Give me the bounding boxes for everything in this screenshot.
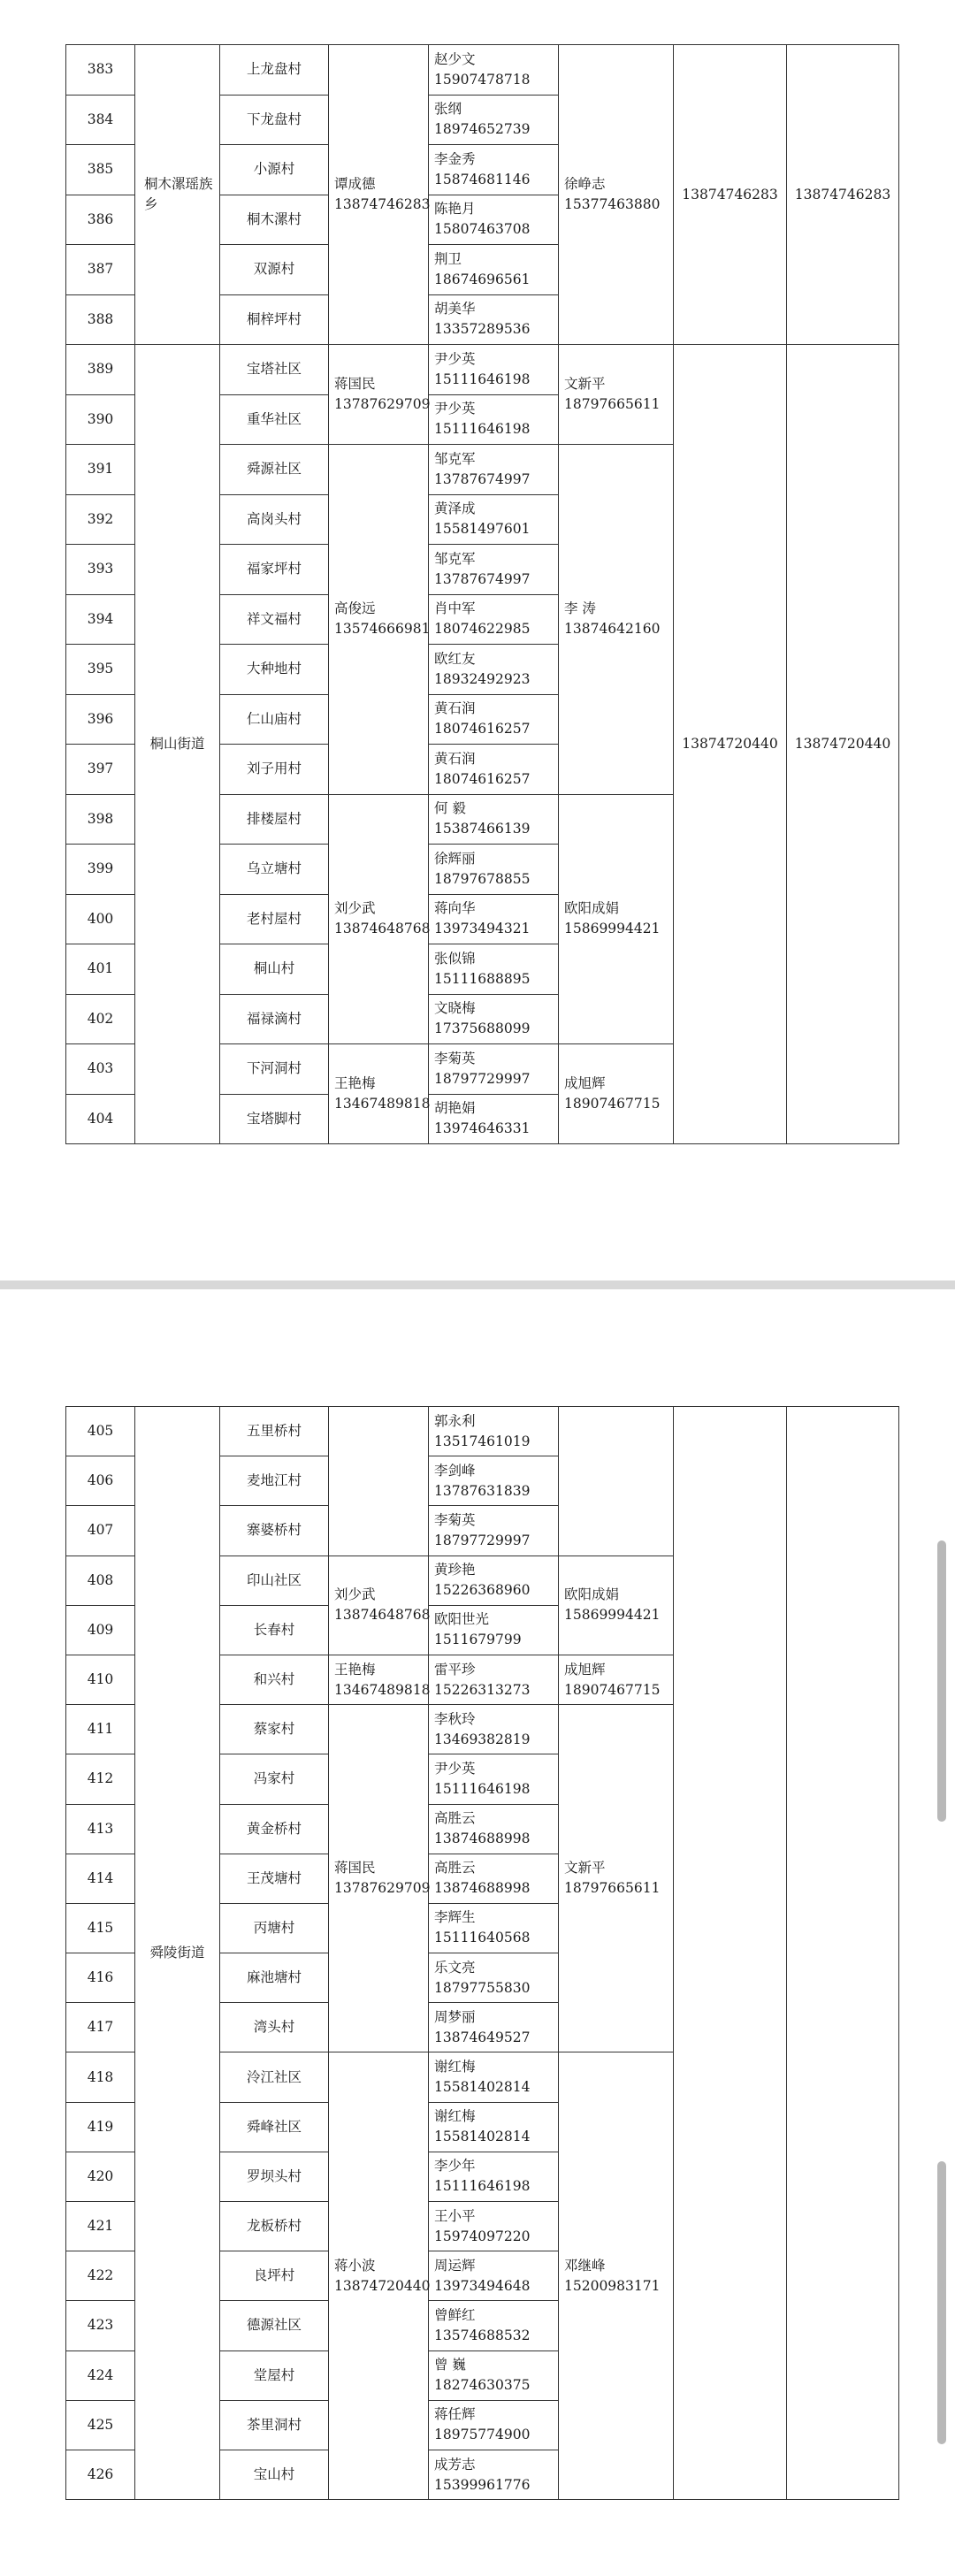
leader-cell-empty <box>329 1407 429 1556</box>
leader-cell <box>329 1705 429 2052</box>
contact-cell <box>429 1044 559 1095</box>
contact-cell <box>429 2152 559 2201</box>
row-number: 405 <box>66 1407 135 1456</box>
row-number: 414 <box>66 1854 135 1903</box>
leader-name: 蒋国民 <box>334 376 376 392</box>
contact-name: 欧红友 <box>434 650 476 667</box>
village-name: 高岗头村 <box>220 494 329 545</box>
hotline-cell: 13874746283 <box>787 45 899 345</box>
contact-cell <box>429 1556 559 1605</box>
contact-phone: 15907478718 <box>434 71 531 88</box>
contact-phone: 15399961776 <box>434 2476 531 2493</box>
contact-phone: 15111646198 <box>434 371 531 387</box>
supervisor-cell-empty <box>559 1407 674 1556</box>
row-number: 395 <box>66 645 135 695</box>
leader-cell <box>329 1556 429 1655</box>
contact-phone: 18797729997 <box>434 1070 531 1087</box>
village-name: 福家坪村 <box>220 545 329 595</box>
supervisor-phone: 15869994421 <box>564 921 661 937</box>
contact-cell <box>429 2351 559 2400</box>
leader-phone: 13874648768 <box>334 921 431 937</box>
town-cell <box>135 1407 220 2500</box>
village-name: 王茂塘村 <box>220 1854 329 1903</box>
contact-name: 邹克军 <box>434 550 476 567</box>
row-number: 388 <box>66 294 135 345</box>
contact-phone: 18674696561 <box>434 271 531 287</box>
row-number: 423 <box>66 2301 135 2351</box>
contact-cell <box>429 2003 559 2052</box>
town-name: 舜陵街道 <box>149 1945 205 1961</box>
village-name: 茶里洞村 <box>220 2400 329 2450</box>
contact-phone: 13874649527 <box>434 2029 531 2045</box>
village-name: 刘子用村 <box>220 745 329 795</box>
village-name: 德源社区 <box>220 2301 329 2351</box>
contact-cell <box>429 2301 559 2351</box>
contact-cell <box>429 1804 559 1854</box>
contact-cell <box>429 645 559 695</box>
row-number: 411 <box>66 1705 135 1754</box>
contact-cell <box>429 845 559 895</box>
village-name: 桐山村 <box>220 944 329 995</box>
leader-cell <box>329 1044 429 1144</box>
leader-name: 刘少武 <box>334 1586 376 1603</box>
contact-phone: 15111640568 <box>434 1930 531 1946</box>
contact-cell <box>429 394 559 445</box>
supervisor-phone: 18797665611 <box>564 396 661 412</box>
contact-name: 邹克军 <box>434 450 476 467</box>
page-1 <box>65 44 898 1144</box>
village-name: 排楼屋村 <box>220 794 329 845</box>
leader-phone: 13874746283 <box>334 196 431 212</box>
contact-name: 李菊英 <box>434 1050 476 1066</box>
row-number: 403 <box>66 1044 135 1095</box>
contact-cell <box>429 594 559 645</box>
contact-name: 谢红梅 <box>434 2108 476 2125</box>
supervisor-name: 徐峥志 <box>564 176 606 192</box>
contact-cell <box>429 545 559 595</box>
row-number: 412 <box>66 1754 135 1804</box>
supervisor-cell <box>559 2052 674 2500</box>
row-number: 409 <box>66 1605 135 1655</box>
contact-name: 尹少英 <box>434 401 476 417</box>
village-name: 小源村 <box>220 145 329 195</box>
row-number: 421 <box>66 2202 135 2251</box>
row-number: 390 <box>66 394 135 445</box>
row-number: 387 <box>66 245 135 295</box>
contact-cell <box>429 1407 559 1456</box>
contact-phone: 15581497601 <box>434 521 531 538</box>
contact-phone: 18797678855 <box>434 870 531 887</box>
row-number: 392 <box>66 494 135 545</box>
hotline-cell: 13874746283 <box>674 45 787 345</box>
village-name: 蔡家村 <box>220 1705 329 1754</box>
leader-cell <box>329 1655 429 1704</box>
contact-name: 蒋向华 <box>434 900 476 917</box>
page-divider <box>0 1280 955 1289</box>
contact-name: 高胜云 <box>434 1860 476 1877</box>
row-number: 425 <box>66 2400 135 2450</box>
row-number: 385 <box>66 145 135 195</box>
contact-cell <box>429 2450 559 2499</box>
contact-name: 李少年 <box>434 2158 476 2175</box>
contact-cell <box>429 1953 559 2003</box>
village-name: 五里桥村 <box>220 1407 329 1456</box>
supervisor-name: 欧阳成娟 <box>564 1586 620 1603</box>
town-name: 桐山街道 <box>149 736 205 752</box>
supervisor-phone: 13874642160 <box>564 621 661 638</box>
supervisor-name: 李 涛 <box>564 600 596 617</box>
contact-name: 张纲 <box>434 101 462 118</box>
contact-phone: 13973494648 <box>434 2277 531 2294</box>
town-cell <box>135 45 220 345</box>
contact-name: 李剑峰 <box>434 1462 476 1479</box>
row-number: 417 <box>66 2003 135 2052</box>
contact-cell <box>429 294 559 345</box>
contact-phone: 13973494321 <box>434 921 531 937</box>
village-name: 长春村 <box>220 1605 329 1655</box>
contact-phone: 15226368960 <box>434 1582 531 1599</box>
contact-cell <box>429 2202 559 2251</box>
row-number: 420 <box>66 2152 135 2201</box>
contact-name: 欧阳世光 <box>434 1611 490 1628</box>
leader-name: 蒋国民 <box>334 1860 376 1877</box>
leader-name: 蒋小波 <box>334 2257 376 2274</box>
contact-cell <box>429 2052 559 2102</box>
contact-cell <box>429 345 559 395</box>
supervisor-phone: 15377463880 <box>564 196 661 212</box>
contact-name: 胡美华 <box>434 301 476 317</box>
contact-name: 文晓梅 <box>434 1000 476 1017</box>
supervisor-phone: 15200983171 <box>564 2277 661 2294</box>
contact-phone: 15111646198 <box>434 2178 531 2195</box>
row-number: 422 <box>66 2251 135 2301</box>
hotline-cell: 13874720440 <box>787 345 899 1144</box>
scrollbar-thumb[interactable] <box>937 1540 946 1822</box>
village-name: 麦地江村 <box>220 1456 329 1506</box>
village-name: 麻池塘村 <box>220 1953 329 2003</box>
contact-name: 赵少文 <box>434 50 476 67</box>
contact-phone: 18797729997 <box>434 1532 531 1548</box>
contact-name: 高胜云 <box>434 1810 476 1827</box>
supervisor-name: 成旭辉 <box>564 1661 606 1678</box>
village-name: 和兴村 <box>220 1655 329 1704</box>
supervisor-cell <box>559 45 674 345</box>
village-name: 桐木漯村 <box>220 195 329 245</box>
village-name: 宝山村 <box>220 2450 329 2499</box>
row-number: 391 <box>66 445 135 495</box>
contact-cell <box>429 195 559 245</box>
row-number: 406 <box>66 1456 135 1506</box>
row-number: 402 <box>66 994 135 1044</box>
supervisor-cell <box>559 1556 674 1655</box>
contact-name: 尹少英 <box>434 350 476 367</box>
town-cell <box>135 345 220 1144</box>
contact-phone: 18932492923 <box>434 670 531 687</box>
leader-name: 刘少武 <box>334 900 376 917</box>
contact-name: 李菊英 <box>434 1511 476 1528</box>
row-number: 394 <box>66 594 135 645</box>
row-number: 418 <box>66 2052 135 2102</box>
row-number: 389 <box>66 345 135 395</box>
contact-phone: 15111688895 <box>434 970 531 987</box>
contact-phone: 13787674997 <box>434 470 531 487</box>
contact-phone: 13787631839 <box>434 1482 531 1499</box>
contact-name: 蒋任辉 <box>434 2406 476 2423</box>
contact-name: 王小平 <box>434 2207 476 2224</box>
row-number: 416 <box>66 1953 135 2003</box>
contact-name: 郭永利 <box>434 1412 476 1429</box>
row-number: 413 <box>66 1804 135 1854</box>
village-name: 罗坝头村 <box>220 2152 329 2201</box>
row-number: 426 <box>66 2450 135 2499</box>
village-name: 宝塔脚村 <box>220 1094 329 1144</box>
contact-cell <box>429 1094 559 1144</box>
contact-phone: 15111646198 <box>434 1780 531 1797</box>
contact-cell <box>429 45 559 96</box>
table-row <box>66 1407 899 1456</box>
village-name: 黄金桥村 <box>220 1804 329 1854</box>
contact-name: 徐辉丽 <box>434 850 476 867</box>
contact-cell <box>429 944 559 995</box>
contact-cell <box>429 1456 559 1506</box>
contact-cell <box>429 245 559 295</box>
contact-name: 张似锦 <box>434 950 476 967</box>
contact-cell <box>429 794 559 845</box>
contact-name: 黄泽成 <box>434 501 476 517</box>
page-2 <box>65 1406 898 2500</box>
supervisor-name: 文新平 <box>564 1860 606 1877</box>
contact-name: 尹少英 <box>434 1760 476 1777</box>
contact-phone: 13357289536 <box>434 321 531 338</box>
contact-phone: 18974652739 <box>434 121 531 138</box>
row-number: 407 <box>66 1506 135 1556</box>
contact-name: 周梦丽 <box>434 2008 476 2025</box>
village-name: 良坪村 <box>220 2251 329 2301</box>
hotline-cell-empty <box>674 1407 787 2500</box>
town-name: 桐木漯瑶族乡 <box>144 176 213 212</box>
supervisor-cell <box>559 1655 674 1704</box>
contact-cell <box>429 494 559 545</box>
contact-cell <box>429 2102 559 2152</box>
row-number: 383 <box>66 45 135 96</box>
supervisor-cell <box>559 445 674 795</box>
row-number: 401 <box>66 944 135 995</box>
contact-name: 曾鲜红 <box>434 2306 476 2323</box>
row-number: 408 <box>66 1556 135 1605</box>
contact-phone: 15974097220 <box>434 2228 531 2244</box>
contact-phone: 17375688099 <box>434 1020 531 1037</box>
contact-cell <box>429 1506 559 1556</box>
contact-phone: 18274630375 <box>434 2377 531 2394</box>
contact-cell <box>429 1754 559 1804</box>
hotline-cell: 13874720440 <box>674 345 787 1144</box>
scrollbar-thumb[interactable] <box>937 2161 946 2444</box>
row-number: 398 <box>66 794 135 845</box>
supervisor-phone: 18907467715 <box>564 1681 661 1698</box>
supervisor-name: 成旭辉 <box>564 1075 606 1091</box>
contact-cell <box>429 2400 559 2450</box>
leader-cell <box>329 445 429 795</box>
village-name: 泠江社区 <box>220 2052 329 2102</box>
row-number: 384 <box>66 95 135 145</box>
contact-phone: 15581402814 <box>434 2079 531 2096</box>
leader-name: 谭成德 <box>334 176 376 192</box>
village-name: 龙板桥村 <box>220 2202 329 2251</box>
row-number: 397 <box>66 745 135 795</box>
leader-name: 王艳梅 <box>334 1661 376 1678</box>
village-name: 下河洞村 <box>220 1044 329 1095</box>
contact-cell <box>429 1655 559 1704</box>
contact-phone: 18975774900 <box>434 2427 531 2443</box>
supervisor-cell <box>559 1705 674 2052</box>
village-name: 湾头村 <box>220 2003 329 2052</box>
leader-name: 王艳梅 <box>334 1075 376 1091</box>
contact-cell <box>429 894 559 944</box>
contact-phone: 15387466139 <box>434 821 531 837</box>
village-name: 舜源社区 <box>220 445 329 495</box>
contact-name: 曾 巍 <box>434 2357 466 2373</box>
leader-name: 高俊远 <box>334 600 376 617</box>
contact-name: 胡艳娟 <box>434 1100 476 1117</box>
row-number: 393 <box>66 545 135 595</box>
village-name: 乌立塘村 <box>220 845 329 895</box>
row-number: 415 <box>66 1903 135 1953</box>
contact-cell <box>429 1854 559 1903</box>
row-number: 386 <box>66 195 135 245</box>
contact-cell <box>429 95 559 145</box>
leader-phone: 13787629709 <box>334 396 431 412</box>
village-name: 桐梓坪村 <box>220 294 329 345</box>
contact-phone: 15111646198 <box>434 421 531 438</box>
contact-cell <box>429 745 559 795</box>
contact-cell <box>429 994 559 1044</box>
row-number: 419 <box>66 2102 135 2152</box>
contact-name: 何 毅 <box>434 800 466 817</box>
leader-cell <box>329 345 429 445</box>
contact-phone: 15874681146 <box>434 171 531 187</box>
contact-cell <box>429 1605 559 1655</box>
leader-phone: 13467489818 <box>334 1096 431 1112</box>
contact-phone: 13517461019 <box>434 1433 531 1449</box>
contact-phone: 18797755830 <box>434 1979 531 1996</box>
village-name: 冯家村 <box>220 1754 329 1804</box>
contact-phone: 13974646331 <box>434 1120 531 1137</box>
leader-phone: 13874648768 <box>334 1607 431 1624</box>
row-number: 404 <box>66 1094 135 1144</box>
leader-cell <box>329 2052 429 2500</box>
contact-name: 肖中军 <box>434 600 476 617</box>
supervisor-cell <box>559 1044 674 1144</box>
supervisor-name: 邓继峰 <box>564 2257 606 2274</box>
leader-cell <box>329 45 429 345</box>
supervisor-name: 文新平 <box>564 376 606 392</box>
leader-phone: 13574666981 <box>334 621 431 638</box>
row-number: 424 <box>66 2351 135 2400</box>
supervisor-phone: 18797665611 <box>564 1880 661 1897</box>
contact-name: 李金秀 <box>434 150 476 167</box>
village-name: 印山社区 <box>220 1556 329 1605</box>
village-name: 双源村 <box>220 245 329 295</box>
contact-name: 周运辉 <box>434 2257 476 2274</box>
contact-phone: 18074622985 <box>434 621 531 638</box>
contact-cell <box>429 694 559 745</box>
contact-name: 谢红梅 <box>434 2059 476 2075</box>
contact-phone: 15581402814 <box>434 2129 531 2145</box>
contact-name: 雷平珍 <box>434 1661 476 1678</box>
contact-phone: 13874688998 <box>434 1831 531 1847</box>
contact-name: 荆卫 <box>434 250 462 267</box>
contact-cell <box>429 445 559 495</box>
village-name: 祥文福村 <box>220 594 329 645</box>
row-number: 396 <box>66 694 135 745</box>
village-name: 丙塘村 <box>220 1903 329 1953</box>
contact-name: 李秋玲 <box>434 1710 476 1727</box>
leader-phone: 13874720440 <box>334 2277 431 2294</box>
leader-phone: 13467489818 <box>334 1681 431 1698</box>
contact-name: 陈艳月 <box>434 201 476 218</box>
contact-name: 李辉生 <box>434 1909 476 1926</box>
village-name: 舜峰社区 <box>220 2102 329 2152</box>
row-number: 399 <box>66 845 135 895</box>
village-name: 上龙盘村 <box>220 45 329 96</box>
contact-cell <box>429 2251 559 2301</box>
contact-phone: 18074616257 <box>434 721 531 738</box>
contact-cell <box>429 1705 559 1754</box>
village-name: 寨婆桥村 <box>220 1506 329 1556</box>
contact-cell <box>429 145 559 195</box>
supervisor-phone: 15869994421 <box>564 1607 661 1624</box>
village-name: 重华社区 <box>220 394 329 445</box>
contact-phone: 15226313273 <box>434 1681 531 1698</box>
village-name: 老村屋村 <box>220 894 329 944</box>
village-name: 大种地村 <box>220 645 329 695</box>
roster-table-page-1 <box>65 44 899 1144</box>
village-name: 下龙盘村 <box>220 95 329 145</box>
contact-name: 黄珍艳 <box>434 1562 476 1578</box>
supervisor-name: 欧阳成娟 <box>564 900 620 917</box>
row-number: 400 <box>66 894 135 944</box>
supervisor-phone: 18907467715 <box>564 1096 661 1112</box>
village-name: 仁山庙村 <box>220 694 329 745</box>
village-name: 堂屋村 <box>220 2351 329 2400</box>
contact-name: 成芳志 <box>434 2456 476 2473</box>
contact-phone: 1511679799 <box>434 1632 522 1648</box>
table-row <box>66 345 899 395</box>
village-name: 宝塔社区 <box>220 345 329 395</box>
hotline-cell-empty <box>787 1407 899 2500</box>
contact-phone: 15807463708 <box>434 221 531 238</box>
supervisor-cell <box>559 345 674 445</box>
contact-phone: 13469382819 <box>434 1731 531 1747</box>
leader-phone: 13787629709 <box>334 1880 431 1897</box>
supervisor-cell <box>559 794 674 1044</box>
contact-name: 乐文亮 <box>434 1959 476 1976</box>
contact-phone: 13874688998 <box>434 1880 531 1897</box>
contact-name: 黄石润 <box>434 750 476 767</box>
village-name: 福禄滴村 <box>220 994 329 1044</box>
contact-phone: 13787674997 <box>434 570 531 587</box>
table-row <box>66 45 899 96</box>
contact-phone: 13574688532 <box>434 2327 531 2343</box>
leader-cell <box>329 794 429 1044</box>
row-number: 410 <box>66 1655 135 1704</box>
contact-name: 黄石润 <box>434 700 476 717</box>
roster-table-page-2 <box>65 1406 899 2500</box>
contact-cell <box>429 1903 559 1953</box>
contact-phone: 18074616257 <box>434 770 531 787</box>
